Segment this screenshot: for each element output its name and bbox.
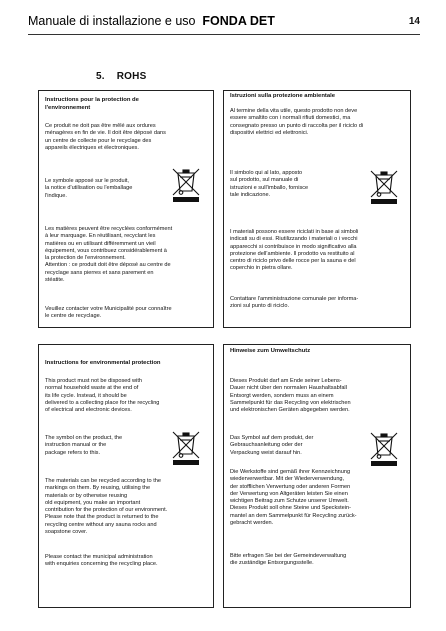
text-line: stéatite. [45,277,65,284]
text-line: der Verwertung von Altgeräten leisten Sie einen [230,490,348,497]
title-line: Instructions for environmental protection [45,360,161,366]
paragraph-3 [230,229,358,273]
text-line: normal household waste at the end of [45,385,139,392]
text-line: Dauer nicht über den normalen Haushaltsabfall [230,385,347,392]
paragraph-4 [230,296,358,311]
text-line: zioni sul punto di riciclo. [230,303,290,310]
box-title [45,360,161,368]
text-line: dispositivi elettrici ed elettronici. [230,129,309,136]
box-german [223,344,411,608]
text-line: Veuillez contacter votre Municipalité pour connaître [45,306,172,312]
text-line: Attention : ce produit doit être déposé au centre de [45,262,171,269]
text-line: Please contact the municipal administration [45,554,153,560]
text-line: wichtigen Beitrag zum Schutze unserer Umwelt. [230,498,349,505]
text-line: consegnato presso un punto di raccolta per il riciclo di [230,122,364,129]
title-line: Istruzioni sulla protezione ambientale [230,93,336,99]
text-line: delivered to a collecting place for the recycling [45,399,160,406]
text-line: indicati su di essi. Riutilizzando i materiali o i vecchi [230,236,358,243]
text-line: old equipment, you make an important [45,499,141,506]
text-line: contribution for the protection of our environment. [45,507,168,514]
text-line: coperchio in pietra ollare. [230,265,293,272]
text-line: équipement, vous contribuez considérablement à [45,247,167,254]
text-line: Die Werkstoffe sind gemäß ihrer Kennzeichnung [230,469,351,475]
paragraph-2 [230,170,308,199]
text-line: This product must not be disposed with [45,378,143,384]
text-line: matières ou en utilisant différemment un vieil [45,240,156,247]
box-title [45,97,139,113]
weee-bin-icon [367,429,401,467]
text-line: appareils électriques et électroniques. [45,144,139,151]
box-french [38,90,214,328]
paragraph-2 [45,435,122,457]
text-line: essere smaltito con i normali rifiuti domestici, ma [230,115,351,122]
header-divider [28,34,420,35]
paragraph-2 [45,178,132,200]
weee-bin-icon [367,167,401,205]
text-line: la protection de l'environnement. [45,255,126,262]
text-line: centro di riciclo privo delle rocce per la sauna e del [230,258,356,265]
text-line: recycling centre without any sauna rocks and [45,521,157,528]
text-line: apparecchi si contribuisce in modo significativo alla [230,243,357,250]
box-english [38,344,214,608]
text-line: Please note that the product is returned to the [45,514,159,521]
text-line: Bitte erfragen Sie bei der Gemeindeverwaltung [230,553,347,559]
section-name: ROHS [116,71,147,82]
text-line: Das Symbol auf dem produkt, der [230,435,314,441]
paragraph-4 [45,306,172,321]
text-line: à leur marquage. En réutilisant, recyclant les [45,233,156,240]
text-line: package refers to this. [45,449,101,456]
text-line: l'indique. [45,192,67,199]
paragraph-3 [45,478,167,536]
paragraph-4 [45,554,158,569]
page-header [28,14,420,34]
paragraph-4 [230,553,346,568]
text-line: Il simbolo qui al lato, apposto [230,170,303,176]
text-line: with enquiries concerning the recycling place. [45,561,158,568]
text-line: ménagères en fin de vie. Il doit être déposé dans [45,130,166,137]
section-title [96,71,146,82]
text-line: gebracht werden. [230,520,274,527]
paragraph-1 [45,123,166,152]
text-line: Dieses Produkt soll ohne Steine und Speckstein- [230,505,351,512]
paragraph-3 [45,226,172,284]
text-line: protezione dell'ambiente. Il prodotto va restituito al [230,250,355,257]
text-line: Dieses Produkt darf am Ende seiner Lebens- [230,378,342,384]
text-line: le centre de recyclage. [45,313,102,320]
text-line: The symbol on the product, the [45,435,123,441]
weee-bin-icon [169,165,203,203]
paragraph-1 [230,378,351,414]
box-title [230,93,335,101]
text-line: instruction manual or the [45,442,107,449]
title-prefix: Manuale di installazione e uso [28,14,196,28]
box-title [230,348,310,356]
text-line: wiederverwertbar. Mit der Wiederverwendung, [230,476,345,483]
title-line: Instructions pour la protection de [45,97,139,103]
paragraph-2 [230,435,313,457]
paragraph-3 [230,469,357,527]
text-line: of electrical and electronic devices. [45,407,132,414]
weee-bin-icon [169,428,203,466]
document-title [28,14,275,28]
text-line: Les matières peuvent être recyclées conformément [45,226,173,232]
text-line: I materiali possono essere riciclati in base ai simboli [230,229,359,235]
text-line: recyclage sans pierres et sans parement en [45,269,154,276]
section-number: 5. [96,71,105,82]
text-line: tale indicazione. [230,191,271,198]
box-italian [223,90,411,328]
text-line: The materials can be recycled according to the [45,478,161,484]
text-line: Le symbole apposé sur le produit, [45,178,129,184]
text-line: soapstone cover. [45,529,88,536]
text-line: its life cycle. Instead, it should be [45,392,127,399]
text-line: Ce produit ne doit pas être mêlé aux ordures [45,123,156,129]
text-line: un centre de collecte pour le recyclage des [45,137,152,144]
text-line: mantel an dem Sammelpunkt für Recycling zurück- [230,512,357,519]
text-line: der stofflichen Verwertung oder anderen Formen [230,483,351,490]
text-line: die zuständige Entsorgungsstelle. [230,560,314,567]
text-line: materials or by otherwise reusing [45,492,128,499]
text-line: Sammelpunkt für das Recycling von elektrischen [230,399,351,406]
text-line: Al termine della vita utile, questo prodotto non deve [230,108,358,114]
text-line: und elektronischen Geräten abgegeben werden. [230,407,350,414]
paragraph-1 [45,378,159,414]
text-line: la notice d'utilisation ou l'emballage [45,185,133,192]
text-line: Gebrauchsanleitung oder der [230,442,303,449]
text-line: Entsorgt werden, sondern muss an einem [230,392,334,399]
text-line: sul prodotto, sul manuale di [230,177,299,184]
text-line: Verpackung weist darauf hin. [230,449,302,456]
paragraph-1 [230,108,363,137]
title-product: FONDA DET [202,14,275,28]
page-number: 14 [408,16,420,27]
title-line: Hinweise zum Umweltschutz [230,348,311,354]
text-line: Contattare l'amministrazione comunale per informa- [230,296,359,302]
text-line: markings on them. By reusing, utilising the [45,485,151,492]
title-line: l'environnement [45,104,91,111]
text-line: istruzioni e sull'imballo, fornisce [230,184,309,191]
